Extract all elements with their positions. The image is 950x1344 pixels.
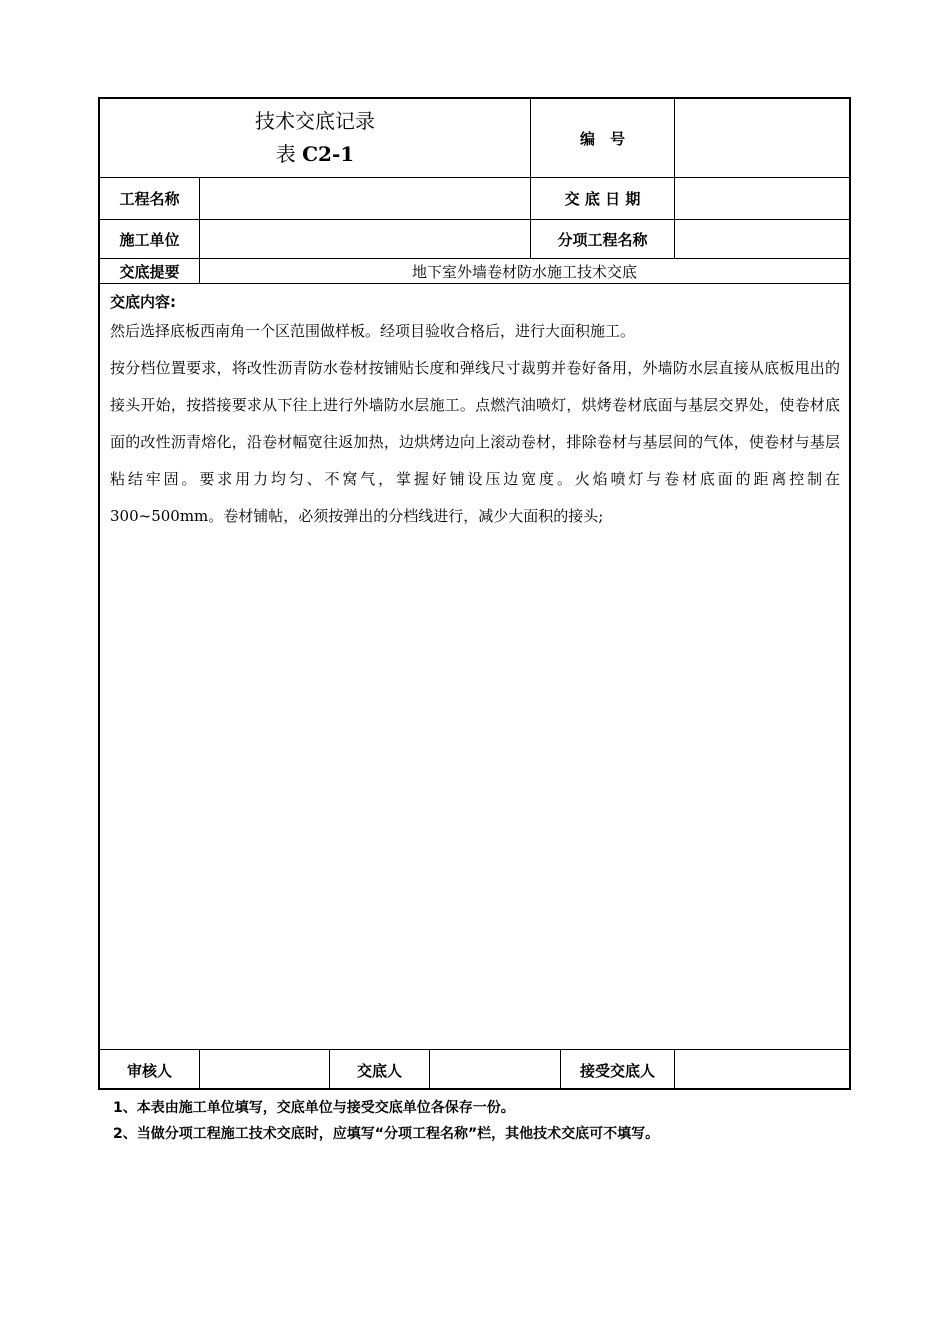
form-title: 技术交底记录 xyxy=(255,109,375,133)
sub-project-label: 分项工程名称 xyxy=(557,230,648,249)
form-code-value: C2-1 xyxy=(302,142,355,166)
construction-unit-field[interactable] xyxy=(200,220,530,258)
receiver-field[interactable] xyxy=(675,1050,849,1090)
content-heading: 交底内容: xyxy=(110,293,176,311)
form-code xyxy=(100,137,530,171)
form-title-block xyxy=(100,105,530,177)
summary-field[interactable]: 地下室外墙卷材防水施工技术交底 xyxy=(411,262,637,281)
number-field[interactable] xyxy=(675,99,849,177)
note-1: 1、本表由施工单位填写，交底单位与接受交底单位各保存一份。 xyxy=(113,1100,515,1116)
date-label: 交 底 日 期 xyxy=(564,190,641,208)
content-paragraph-1: 然后选择底板西南角一个区范围做样板。经项目验收合格后，进行大面积施工。 xyxy=(110,322,636,340)
note-2: 2、当做分项工程施工技术交底时，应填写“分项工程名称”栏，其他技术交底可不填写。 xyxy=(113,1126,660,1142)
reviewer-label: 审核人 xyxy=(126,1061,172,1080)
discloser-field[interactable] xyxy=(430,1050,560,1090)
number-label: 编 号 xyxy=(579,129,625,148)
disclosure-form xyxy=(98,97,851,1090)
receiver-label: 接受交底人 xyxy=(579,1061,655,1080)
summary-label: 交底提要 xyxy=(119,262,180,281)
construction-unit-label: 施工单位 xyxy=(119,230,180,249)
sub-project-field[interactable] xyxy=(675,220,849,258)
project-name-label: 工程名称 xyxy=(119,190,180,208)
discloser-label: 交底人 xyxy=(356,1061,402,1080)
date-field[interactable] xyxy=(675,178,849,219)
content-paragraph-2: 按分档位置要求，将改性沥青防水卷材按铺贴长度和弹线尺寸裁剪并卷好备用，外墙防水层直接从底板甩出的接头开始，按搭接要求从下往上进行外墙防水层施工。点燃汽油喷灯，烘烤卷材底面与基层交界处，使卷材底面的改性沥青熔化，沿卷材幅宽往返加热，边烘烤边向上滚动卷材，排除卷材与基层间的气体，使卷材与基层粘结牢固。要求用力均匀、不窝气，掌握好铺设压边宽度。火焰喷灯与卷材底面的距离控制在 300~500mm。卷材铺帖，必须按弹出的分档线进行，减少大面积的接头; xyxy=(110,359,840,525)
form-code-prefix: 表 xyxy=(275,142,296,166)
project-name-field[interactable] xyxy=(200,178,530,219)
reviewer-field[interactable] xyxy=(200,1050,329,1090)
